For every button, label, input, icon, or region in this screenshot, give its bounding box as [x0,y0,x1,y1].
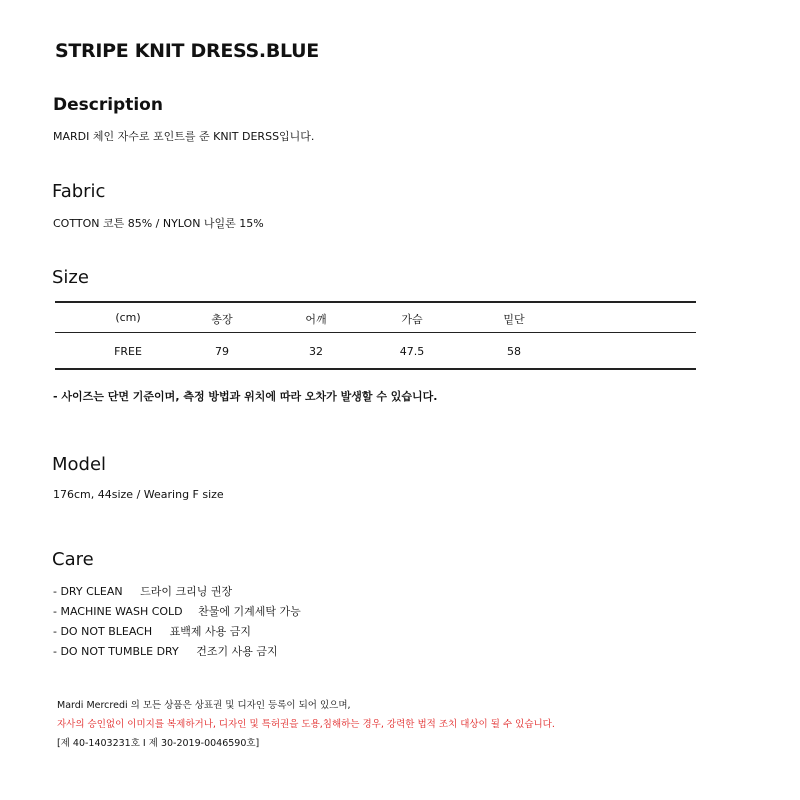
care-heading: Care [52,549,94,570]
fabric-heading: Fabric [52,181,106,202]
care-item-en: - DO NOT BLEACH [53,625,153,638]
table-cell-hem: 58 [507,345,521,358]
care-item-ko: 찬물에 기계세탁 가능 [198,605,301,618]
footer-warning: 자사의 승인없이 이미지를 복제하거나, 디자인 및 특허권을 도용,침해하는 경우, 강력한 법적 조치 대상이 될 수 있습니다. [57,719,555,730]
table-header-hem: 밑단 [503,313,525,326]
care-item-ko: 드라이 크리닝 권장 [140,585,233,598]
table-cell-length: 79 [215,345,229,358]
size-heading: Size [52,267,89,288]
footer-notice: Mardi Mercredi 의 모든 상품은 상표권 및 디자인 등록이 되어 있으며, [57,700,351,711]
care-item-en: - DO NOT TUMBLE DRY [53,645,179,658]
table-cell-size: FREE [114,345,142,358]
table-header-unit: (cm) [115,311,141,324]
table-bottom-rule [55,368,696,370]
care-item-en: - DRY CLEAN [53,585,123,598]
table-header-shoulder: 어깨 [305,313,327,326]
table-cell-chest: 47.5 [399,345,425,358]
product-title: STRIPE KNIT DRESS.BLUE [55,40,319,62]
fabric-text: COTTON 코튼 85% / NYLON 나일론 15% [53,217,264,230]
description-text: MARDI 체인 자수로 포인트를 준 KNIT DERSS입니다. [53,130,315,143]
description-heading: Description [53,95,163,115]
care-item-ko: 건조기 사용 금지 [196,645,278,658]
table-top-rule [55,301,696,303]
care-item [53,623,251,639]
care-item [53,643,278,659]
table-header-rule [55,332,696,333]
care-item [53,603,301,619]
model-heading: Model [52,454,107,475]
care-item [53,583,232,599]
care-item-ko: 표백제 사용 금지 [169,625,251,638]
footer-registration: [제 40-1403231호 I 제 30-2019-0046590호] [57,738,260,749]
table-header-chest: 가슴 [401,313,423,326]
model-text: 176cm, 44size / Wearing F size [53,488,224,501]
care-item-en: - MACHINE WASH COLD [53,605,183,618]
table-cell-shoulder: 32 [309,345,323,358]
table-header-length: 총장 [211,313,233,326]
size-note: - 사이즈는 단면 기준이며, 측정 방법과 위치에 따라 오차가 발생할 수 있습니다. [53,390,438,403]
